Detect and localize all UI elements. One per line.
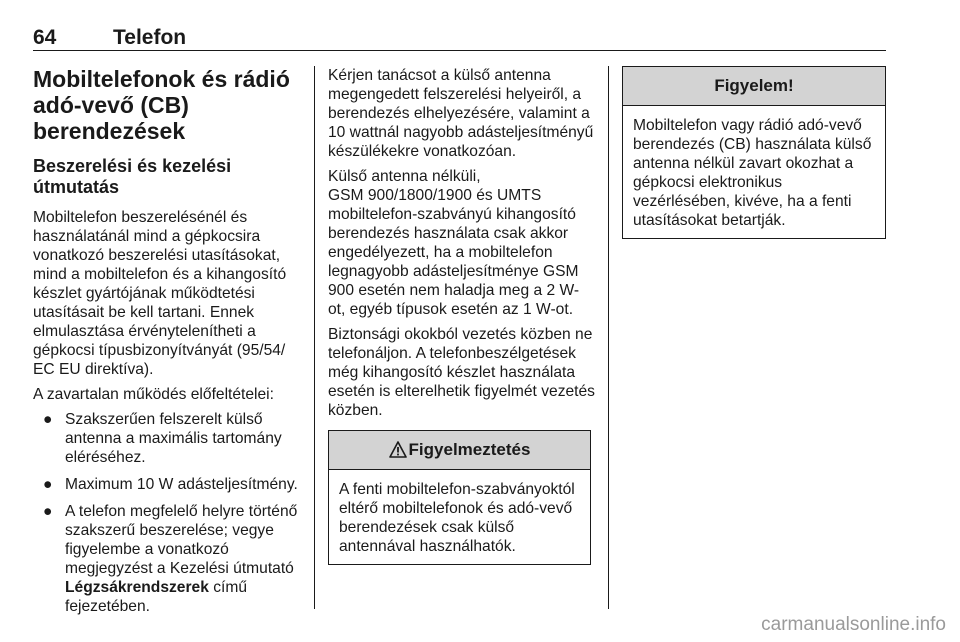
conditions-intro: A zavartalan működés előfeltételei: (33, 386, 274, 403)
intro-paragraph: Mobiltelefon beszerelésénél és használatánál mind a gépkocsira vonatkozó beszerelési utasításokat, mind a mobiltelefon és a kihangosító készlet gyártójának működtetési utasításait be kell tartani. Ennek elmulasztása érvénytelenítheti a gépkocsi típusbizonyítványát (95/54/ EC EU direktíva). (33, 209, 287, 378)
warning-box-text: A fenti mobiltelefon-szabványoktól eltérő mobiltelefonok és adó-vevő berendezések csak külső antennával használhatók. (339, 481, 575, 555)
page-header (33, 20, 886, 51)
warning-box-title: Figyelmeztetés (408, 440, 531, 459)
list-item-text: Maximum 10 W adásteljesítmény. (65, 476, 298, 493)
safety-paragraph: Biztonsági okokból vezetés közben ne telefonáljon. A telefonbeszélgetések még kihangosító készlet használata esetén is elterelhetik figyelmét vezetés közben. (328, 326, 595, 419)
handsfree-paragraph-body: GSM 900/1800/1900 és UMTS mobiltelefon-szabványú kihangosító berendezés használata csak akkor engedélyezett, ha a mobiltelefon legnagyobb adásteljesítménye GSM 900 esetén nem haladja meg a 2 W-ot, egyéb típusok esetén az 1 W-ot. (328, 187, 580, 318)
column-divider (608, 66, 609, 609)
conditions-list (33, 410, 301, 616)
cross-reference-chapter: Légzsákrendszerek (65, 579, 209, 596)
warning-triangle-icon (389, 434, 407, 472)
handsfree-paragraph-lead: Külső antenna nélküli, (328, 168, 481, 185)
caution-box-text: Mobiltelefon vagy rádió adó-vevő berendezés (CB) használata külső antenna nélkül zavart okozhat a gépkocsi elektronikus vezérlésében, kivéve, ha a fenti utasításokat betartják. (633, 117, 872, 229)
column-middle (328, 66, 596, 565)
list-item (33, 502, 301, 616)
bullet-icon: ● (43, 411, 53, 428)
page-number: 64 (33, 26, 57, 49)
bullet-icon: ● (43, 503, 53, 520)
list-item-text: Szakszerűen felszerelt külső antenna a maximális tartomány eléréséhez. (65, 411, 282, 466)
subsection-title: Beszerelési és kezelési útmutatás (33, 156, 232, 197)
list-item-text: A telefon megfelelő helyre történő szakszerű beszerelése; vegye figyelembe a vonatkozó megjegyzést a Kezelési útmutató (65, 503, 298, 577)
bullet-icon: ● (43, 476, 53, 493)
caution-box-title: Figyelem! (623, 67, 885, 106)
section-title: Mobiltelefonok és rádió adó-vevő (CB) berendezések (33, 66, 290, 144)
list-item (33, 475, 301, 494)
watermark: carmanualsonline.info (761, 614, 946, 635)
column-divider (314, 66, 315, 609)
warning-box (328, 430, 591, 565)
column-left (33, 66, 301, 624)
caution-box (622, 66, 886, 239)
column-right (622, 66, 886, 239)
list-item-text-tail: című fejezetében. (65, 579, 248, 615)
handsfree-paragraph (328, 167, 596, 319)
running-title: Telefon (113, 26, 187, 49)
antenna-advice-paragraph: Kérjen tanácsot a külső antenna megengedett felszerelési helyeiről, a berendezés elhelyezésére, valamint a 10 wattnál nagyobb adásteljesítményű készülékekre vonatkozóan. (328, 67, 594, 160)
warning-box-header (329, 431, 590, 470)
list-item (33, 410, 301, 467)
